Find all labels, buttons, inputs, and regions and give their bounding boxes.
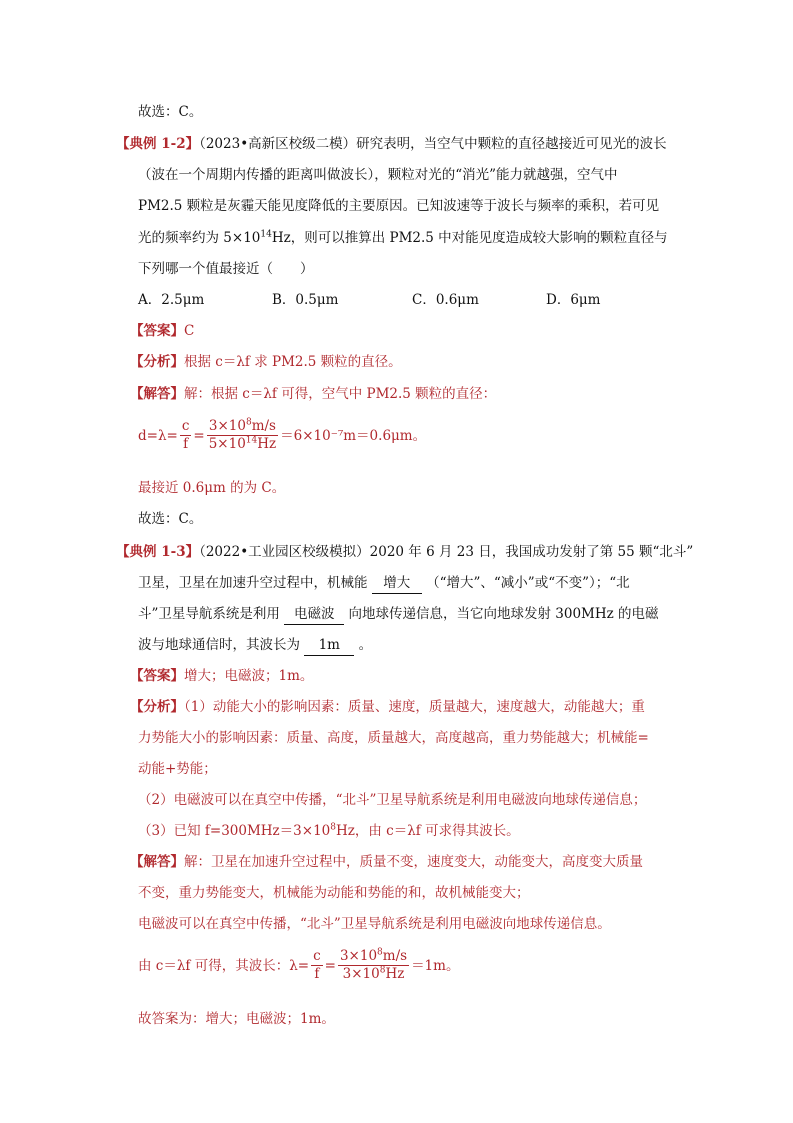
solution-tag: 【解答】 — [130, 386, 184, 402]
answer-tag: 【答案】 — [130, 323, 184, 339]
answer-line: 【答案】C — [130, 323, 195, 339]
option-a: A．2.5μm — [138, 292, 205, 308]
wavelength-formula: 由 c＝λf 可得，其波长：λ= $\frac{c}{f}$ = $\frac{3\times 10^8m/s}{3\times 10^8Hz}$ ＝1m。 — [138, 947, 460, 982]
example-1-2-question-line-4: 光的频率约为 $5\times 10^{14}Hz$，则可以推算出 PM2.5 中对能见度造成较大影响的颗粒直径与 — [138, 229, 668, 246]
diameter-formula: d=λ= $\frac{c}{f}$ = $\frac{3\times 10^8m/s}{5\times 10^{14}Hz}$ ＝6×10⁻⁷m＝0.6μm。 — [138, 417, 427, 452]
answer-tag: 【答案】 — [130, 668, 184, 684]
blank-1: 增大 — [372, 573, 422, 594]
solution-intro: 【解答】解：根据 c＝λf 可得，空气中 PM2.5 颗粒的直径： — [130, 386, 497, 402]
solution-line-1: 【解答】解：卫星在加速升空过程中，质量不变，速度变大，动能变大，高度变大质量 — [130, 854, 643, 870]
option-c: C．0.6μm — [412, 292, 479, 308]
fraction-values: $\frac{3\times 10^8m/s}{3\times 10^8Hz}$ — [339, 947, 408, 982]
analysis-line-1: 【分析】（1）动能大小的影响因素：质量、速度，质量越大，速度越大，动能越大；重 — [130, 699, 645, 715]
blank-3: 1m — [304, 635, 354, 656]
example-1-2-question-line-5: 下列哪一个值最接近（ ） — [138, 261, 314, 277]
conclusion: 故选：C。 — [138, 511, 203, 527]
analysis-line: 【分析】根据 c＝λf 求 PM2.5 颗粒的直径。 — [130, 354, 402, 370]
analysis-line-3: 动能+势能； — [138, 761, 217, 777]
option-b: B．0.5μm — [272, 292, 339, 308]
previous-conclusion: 故选：C。 — [138, 104, 203, 120]
analysis-tag: 【分析】 — [130, 699, 184, 715]
example-1-2-question-line-2: （波在一个周期内传播的距离叫做波长），颗粒对光的“消光”能力就越强，空气中 — [138, 167, 618, 183]
analysis-line-2: 力势能大小的影响因素：质量、高度，质量越大，高度越高，重力势能越大；机械能= — [138, 730, 649, 746]
solution-line-2: 不变，重力势能变大，机械能为动能和势能的和，故机械能变大； — [138, 885, 530, 901]
fraction-c-over-f: $\frac{c}{f}$ — [181, 418, 190, 452]
analysis-tag: 【分析】 — [130, 354, 184, 370]
final-answer: 故答案为：增大；电磁波；1m。 — [138, 1011, 335, 1027]
analysis-line-5: （3）已知 $f=300MHz=3\times 10^8Hz$，由 c＝λf 可求得其波长。 — [138, 822, 520, 839]
answer-line: 【答案】增大；电磁波；1m。 — [130, 668, 314, 684]
example-1-2-question-line-3: PM2.5 颗粒是灰霾天能见度降低的主要原因。已知波速等于波长与频率的乘积，若可见 — [138, 198, 660, 214]
example-1-2-question-line-1: 【典例 1-2】（2023•高新区校级二模）研究表明，当空气中颗粒的直径越接近可见光的波长 — [116, 136, 667, 152]
example-tag: 【典例 1-3】 — [116, 544, 200, 560]
example-1-3-question-line-3: 斗”卫星导航系统是利用 电磁波 向地球传递信息，当它向地球发射 300MHz 的电磁 — [138, 604, 659, 625]
solution-line-3: 电磁波可以在真空中传播，“北斗”卫星导航系统是利用电磁波向地球传递信息。 — [138, 916, 611, 932]
solution-tag: 【解答】 — [130, 854, 184, 870]
example-1-3-question-line-2: 卫星，卫星在加速升空过程中，机械能 增大 （“增大”、“减小”或“不变”）；“北 — [138, 573, 630, 594]
closest-value: 最接近 0.6μm 的为 C。 — [138, 480, 286, 496]
example-1-3-question-line-4: 波与地球通信时，其波长为 1m 。 — [138, 635, 372, 656]
analysis-line-4: （2）电磁波可以在真空中传播，“北斗”卫星导航系统是利用电磁波向地球传递信息； — [138, 792, 647, 808]
blank-2: 电磁波 — [284, 604, 344, 625]
example-tag: 【典例 1-2】 — [116, 136, 200, 152]
fraction-c-over-f: $\frac{c}{f}$ — [313, 948, 321, 982]
fraction-values: $\frac{3\times 10^8m/s}{5\times 10^{14}Hz}$ — [208, 417, 277, 452]
option-d: D．6μm — [546, 292, 601, 308]
example-1-3-question-line-1: 【典例 1-3】（2022•工业园区校级模拟）2020 年 6 月 23 日，我国成功发射了第 55 颗“北斗” — [116, 544, 694, 560]
